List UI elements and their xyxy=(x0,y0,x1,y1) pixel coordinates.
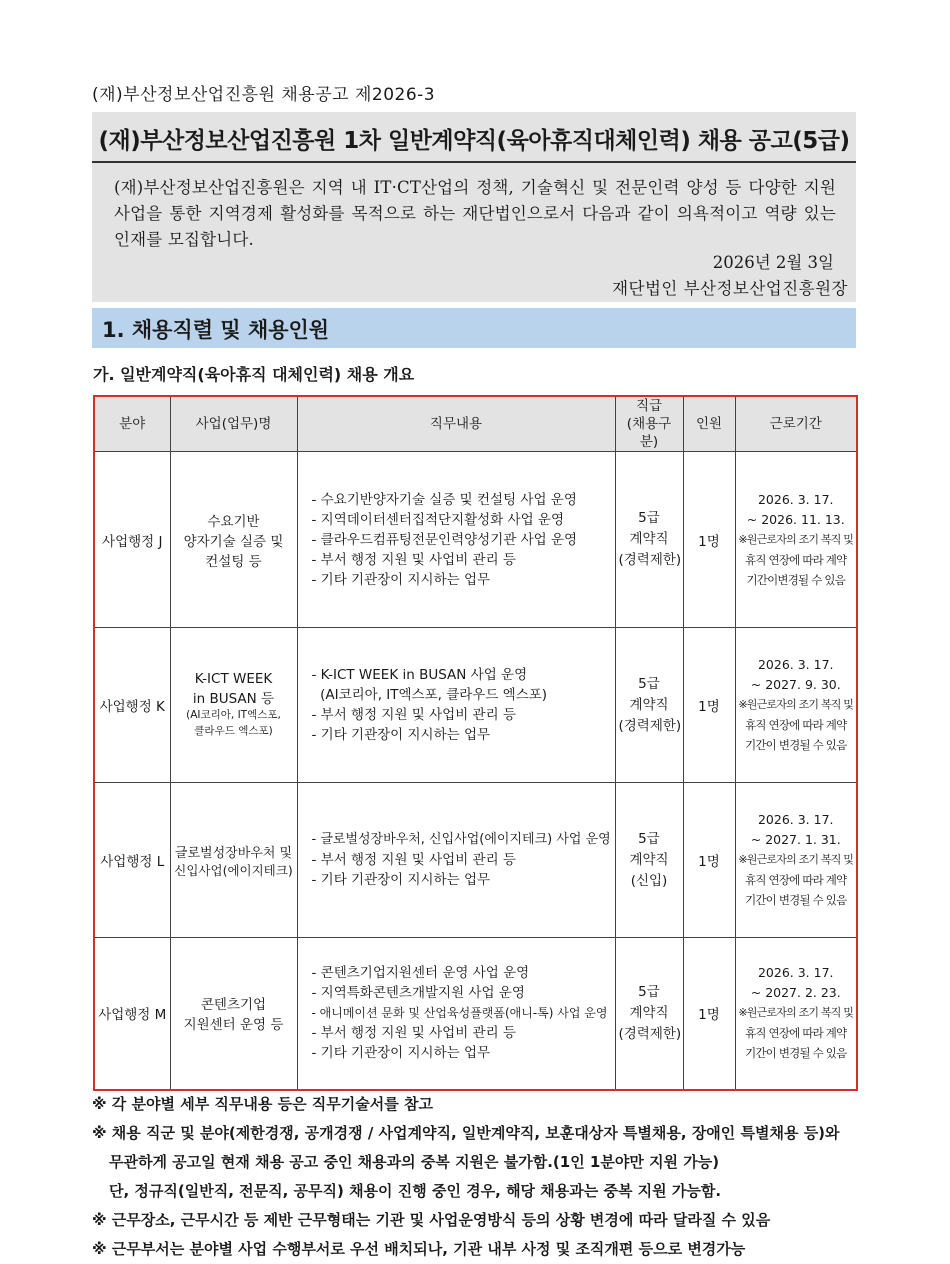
section-title: 1. 채용직렬 및 채용인원 xyxy=(102,318,330,342)
grade-line: 5급 xyxy=(638,830,660,847)
period-line: 기간이 변경될 수 있음 xyxy=(745,893,847,907)
duty-line: - 기타 기관장이 지시하는 업무 xyxy=(311,872,491,888)
intro-paragraph: (재)부산정보산업진흥원은 지역 내 IT·CT산업의 정책, 기술혁신 및 전문인력 양성 등 다양한 지원 사업을 통한 지역경제 활성화를 목적으로 하는 재단법인으로서 다음과 같이 의욕적이고 역량 있는 인재를 모집합니다. xyxy=(114,178,836,249)
period-line: ※원근로자의 조기 복직 및 xyxy=(738,532,854,546)
cell-project xyxy=(170,628,297,783)
cell-period xyxy=(735,628,857,783)
cell-period xyxy=(735,938,857,1090)
project-line: 신입사업(에이지테크) xyxy=(174,862,293,878)
subsection-title: 가. 일반계약직(육아휴직 대체인력) 채용 개요 xyxy=(93,365,415,384)
header-box xyxy=(92,112,856,302)
grade-line: 5급 xyxy=(638,983,660,1000)
project-line: 수요기반 xyxy=(207,513,260,530)
period-line: ※원근로자의 조기 복직 및 xyxy=(738,853,854,866)
duty-line: - 지역특화콘텐츠개발지원 사업 운영 xyxy=(311,985,525,1002)
header-project: 사업(업무)명 xyxy=(170,396,297,452)
period-line: 2026. 3. 17. xyxy=(757,812,834,827)
note-line: ※ 채용 직군 및 분야(제한경쟁, 공개경쟁 / 사업계약직, 일반계약직, 보훈대상자 특별채용, 장애인 특별채용 등)와 xyxy=(92,1124,840,1142)
project-line: 컨설팅 등 xyxy=(205,553,262,570)
duty-line: - 부서 행정 지원 및 사업비 관리 등 xyxy=(311,707,516,723)
duty-line: - 기타 기관장이 지시하는 업무 xyxy=(311,727,491,743)
period-line: 기간이 변경될 수 있음 xyxy=(745,1046,847,1061)
grade-line: (경력제한) xyxy=(618,717,682,734)
project-line: 양자기술 실증 및 xyxy=(183,533,284,550)
header-field: 분야 xyxy=(94,396,170,452)
duty-line: - 기타 기관장이 지시하는 업무 xyxy=(311,1045,491,1062)
cell-project xyxy=(170,938,297,1090)
duty-line: - 클라우드컴퓨팅전문인력양성기관 사업 운영 xyxy=(311,531,578,548)
grade-line: (신입) xyxy=(630,872,668,889)
period-line: 휴직 연장에 따라 계약 xyxy=(745,873,847,887)
duty-line: - K-ICT WEEK in BUSAN 사업 운영 xyxy=(311,667,528,683)
duty-line: - 부서 행정 지원 및 사업비 관리 등 xyxy=(311,551,516,568)
recruitment-table xyxy=(93,395,858,1091)
table-row xyxy=(94,938,857,1090)
duty-line: - 기타 기관장이 지시하는 업무 xyxy=(311,571,491,588)
period-line: ~ 2027. 1. 31. xyxy=(750,832,841,847)
duty-line: - 글로벌성장바우처, 신입사업(에이지테크) 사업 운영 xyxy=(311,832,611,847)
header-duties: 직무내용 xyxy=(297,396,615,452)
project-line: 지원센터 운영 등 xyxy=(183,1017,284,1034)
document-number: (재)부산정보산업진흥원 채용공고 제2026-3 xyxy=(92,85,436,105)
period-line: 휴직 연장에 따라 계약 xyxy=(745,718,847,732)
duty-line: (AI코리아, IT엑스포, 클라우드 엑스포) xyxy=(311,687,548,703)
organization-signature: 재단법인 부산정보산업진흥원장 xyxy=(612,279,848,298)
title-divider xyxy=(92,161,856,163)
duty-line: - 부서 행정 지원 및 사업비 관리 등 xyxy=(311,1025,516,1042)
note-line: 무관하게 공고일 현재 채용 공고 중인 채용과의 중복 지원은 불가함.(1인 1분야만 지원 가능) xyxy=(109,1153,720,1171)
table-header-row xyxy=(94,396,857,452)
cell-duties xyxy=(297,938,615,1090)
table-row xyxy=(94,783,857,938)
cell-field: 사업행정 K xyxy=(94,628,170,783)
period-line: 2026. 3. 17. xyxy=(757,491,834,507)
cell-count: 1명 xyxy=(683,628,735,783)
period-line: ~ 2027. 2. 23. xyxy=(750,985,841,1001)
note-line: ※ 각 분야별 세부 직무내용 등은 직무기술서를 참고 xyxy=(92,1095,433,1113)
announcement-date: 2026년 2월 3일 xyxy=(712,253,834,272)
cell-grade xyxy=(615,628,683,783)
cell-field: 사업행정 L xyxy=(94,783,170,938)
period-line: 기간이변경될 수 있음 xyxy=(746,572,845,587)
cell-period xyxy=(735,452,857,628)
notes-list xyxy=(92,1090,862,1264)
period-line: 2026. 3. 17. xyxy=(757,657,834,672)
cell-duties xyxy=(297,783,615,938)
cell-field: 사업행정 M xyxy=(94,938,170,1090)
note-line: ※ 근무부서는 분야별 사업 수행부서로 우선 배치되나, 기관 내부 사정 및 조직개편 등으로 변경가능 xyxy=(92,1240,746,1258)
header-grade: 직급 (채용구분) xyxy=(615,396,683,452)
project-line: 글로벌성장바우처 및 xyxy=(174,845,293,861)
period-line: 기간이 변경될 수 있음 xyxy=(745,738,847,752)
period-line: 휴직 연장에 따라 계약 xyxy=(745,1026,847,1041)
project-line: in BUSAN 등 xyxy=(192,691,275,707)
project-note-line: (AI코리아, IT엑스포, xyxy=(186,709,281,721)
cell-field: 사업행정 J xyxy=(94,452,170,628)
note-line: 단, 정규직(일반직, 전문직, 공무직) 채용이 진행 중인 경우, 해당 채용과는 중복 지원 가능함. xyxy=(109,1182,722,1200)
period-line: ~ 2027. 9. 30. xyxy=(750,677,841,692)
period-line: ※원근로자의 조기 복직 및 xyxy=(738,698,854,711)
header-period: 근로기간 xyxy=(735,396,857,452)
header-count: 인원 xyxy=(683,396,735,452)
cell-project xyxy=(170,783,297,938)
cell-duties xyxy=(297,628,615,783)
period-line: ~ 2026. 11. 13. xyxy=(746,511,845,527)
duty-line: - 부서 행정 지원 및 사업비 관리 등 xyxy=(311,852,516,868)
page-title: (재)부산정보산업진흥원 1차 일반계약직(육아휴직대체인력) 채용 공고(5급) xyxy=(98,128,850,154)
cell-grade xyxy=(615,938,683,1090)
table-row xyxy=(94,628,857,783)
cell-count: 1명 xyxy=(683,783,735,938)
project-line: 콘텐츠기업 xyxy=(200,997,267,1014)
duty-line: - 수요기반양자기술 실증 및 컨설팅 사업 운영 xyxy=(311,491,577,508)
cell-project xyxy=(170,452,297,628)
period-line: 휴직 연장에 따라 계약 xyxy=(745,552,847,567)
grade-line: 5급 xyxy=(638,675,660,692)
note-line: ※ 근무장소, 근무시간 등 제반 근무형태는 기관 및 사업운영방식 등의 상황 변경에 따라 달라질 수 있음 xyxy=(92,1211,771,1229)
grade-line: 5급 xyxy=(638,510,660,526)
table-row xyxy=(94,452,857,628)
duty-line: - 애니메이션 문화 및 산업육성플랫폼(애니-톡) 사업 운영 xyxy=(311,1006,608,1021)
duty-line: - 콘텐츠기업지원센터 운영 사업 운영 xyxy=(311,965,530,982)
period-line: ※원근로자의 조기 복직 및 xyxy=(738,1006,854,1020)
grade-line: 계약직 xyxy=(629,531,669,547)
project-line: K-ICT WEEK xyxy=(194,671,273,687)
cell-grade xyxy=(615,452,683,628)
grade-line: 계약직 xyxy=(629,851,669,868)
project-note-line: 클라우드 엑스포) xyxy=(194,725,273,737)
grade-line: 계약직 xyxy=(629,696,669,713)
cell-count: 1명 xyxy=(683,452,735,628)
cell-count: 1명 xyxy=(683,938,735,1090)
grade-line: (경력제한) xyxy=(618,1025,682,1042)
cell-duties xyxy=(297,452,615,628)
cell-period xyxy=(735,783,857,938)
period-line: 2026. 3. 17. xyxy=(757,965,834,981)
grade-line: 계약직 xyxy=(629,1004,669,1021)
grade-line: (경력제한) xyxy=(618,552,682,568)
section-header xyxy=(92,308,856,348)
cell-grade xyxy=(615,783,683,938)
duty-line: - 지역데이터센터집적단지활성화 사업 운영 xyxy=(311,511,564,528)
